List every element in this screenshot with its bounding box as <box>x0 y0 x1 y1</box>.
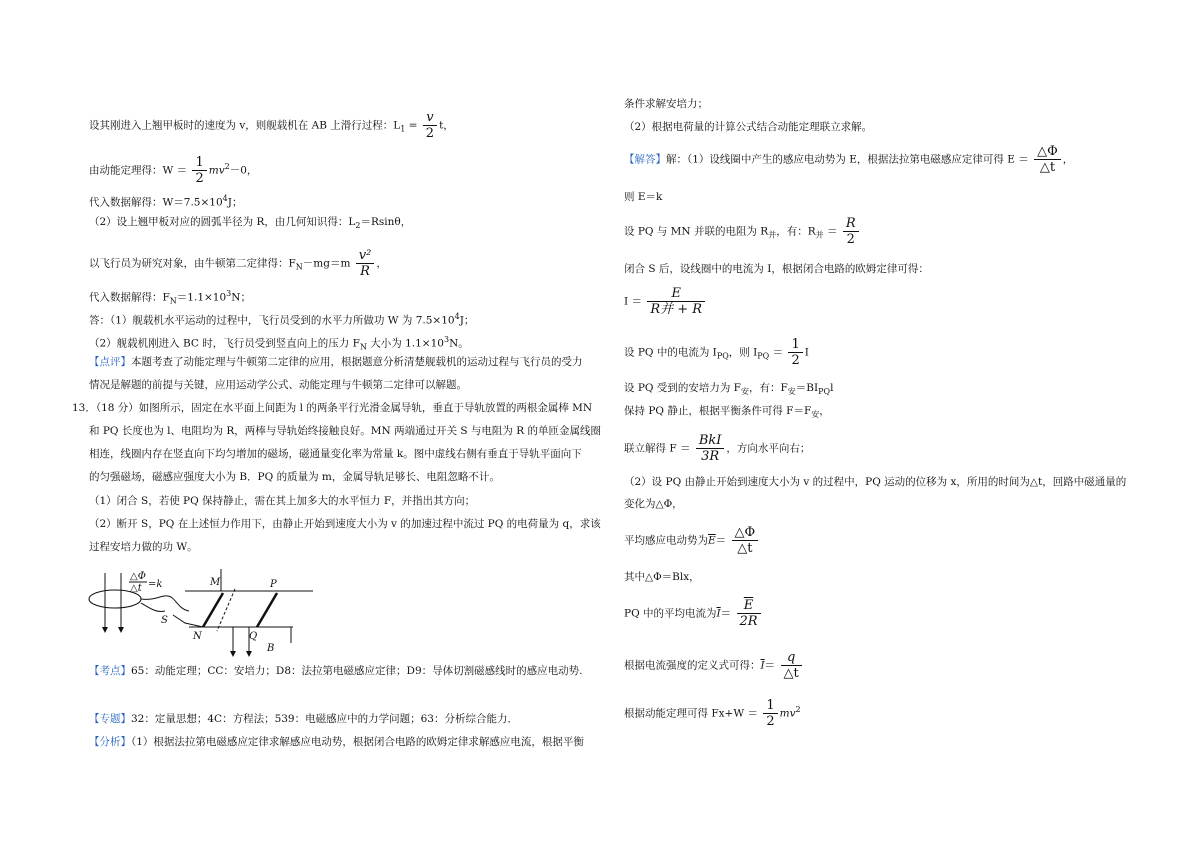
text: （2）设 PQ 由静止开始到速度大小为 v 的过程中，PQ 运动的位移为 x，所用的时间为△t，回路中磁通量的 <box>624 476 1127 488</box>
sub: 2 <box>355 221 361 231</box>
fraction-BkI-over-3R <box>696 433 725 464</box>
mean-current: $\overline{I}$ <box>760 659 765 672</box>
question-13-line-3 <box>89 447 582 461</box>
question-13-line-2 <box>89 424 601 438</box>
question-13-line-5 <box>89 494 475 508</box>
line-l10 <box>89 378 467 392</box>
text: 其中△Φ＝Blx， <box>624 571 700 583</box>
text: ，方向水平向右； <box>726 442 811 455</box>
numerator: △Φ <box>732 525 759 541</box>
fig-label-N: N <box>193 631 202 642</box>
mean-emf: $\overline{E}$ <box>708 534 716 547</box>
text: ，有：F <box>748 382 788 394</box>
line-l03 <box>89 192 242 210</box>
text: I <box>804 346 809 359</box>
numerator: v² <box>356 248 375 264</box>
fig-label-Q: Q <box>249 631 258 642</box>
fig-label-M: M <box>210 577 221 588</box>
text: N； <box>231 291 251 304</box>
question-13-line-1 <box>72 401 592 415</box>
rod-MN <box>203 593 223 627</box>
text: N。 <box>449 337 469 350</box>
fig-flux-num: △Φ <box>130 571 146 582</box>
sup: 4 <box>454 312 460 321</box>
denominator: 2 <box>766 714 775 729</box>
text: 65：动能定理；CC：安培力；D8：法拉第电磁感应定律；D9：导体切割磁感线时的感应电动势. <box>131 665 583 677</box>
text: ， <box>1062 153 1074 166</box>
fraction-half <box>763 698 777 729</box>
sup: 3 <box>226 289 232 298</box>
fig-label-P: P <box>270 579 277 590</box>
text: 条件求解安培力； <box>624 98 708 110</box>
line-r07 <box>624 286 707 317</box>
text: ＝1.1×10 <box>176 291 227 304</box>
text: －0， <box>229 164 258 177</box>
sup: 4 <box>222 194 228 203</box>
text: 32：定量思想；4C：方程法；539：电磁感应中的力学问题；63：分析综合能力． <box>131 713 518 725</box>
jieda-tag: 【解答】 <box>624 153 666 166</box>
field-boundary <box>217 589 235 631</box>
text: mv <box>779 707 796 720</box>
sub: 安 <box>740 387 749 397</box>
denominator: 2R <box>739 614 758 629</box>
arrow-down-icon <box>118 627 124 633</box>
text: 答：（1）舰载机水平运动的过程中，飞行员受到的水平力所做功 W 为 7.5×10 <box>89 314 455 327</box>
wire-switch <box>173 615 203 627</box>
line-r17 <box>624 650 804 681</box>
line-l04 <box>89 215 411 233</box>
text: 13．（18 分）如图所示，固定在水平面上间距为 l 的两条平行光滑金属导轨，垂直于导轨放置的两根金属棒 MN <box>72 402 593 414</box>
text: 代入数据解得：F <box>89 291 170 304</box>
sub: PQ <box>757 351 770 361</box>
text: 联立解得 F ＝ <box>624 442 691 455</box>
fraction-q-over-dt <box>781 650 802 681</box>
text: ，有：R <box>776 225 816 238</box>
line-r13 <box>624 497 683 511</box>
denominator: △t <box>783 666 799 681</box>
line-l09 <box>89 355 583 369</box>
sub: N <box>169 296 177 306</box>
text: 变化为△Φ， <box>624 498 683 510</box>
line-l05 <box>89 248 387 279</box>
line-r08 <box>624 337 809 368</box>
sub: 并 <box>815 230 824 240</box>
text: 以飞行员为研究对象，由牛顿第二定律得：F <box>89 257 296 270</box>
line-l06 <box>89 287 251 309</box>
kaodian-tag: 【考点】 <box>89 665 131 677</box>
text: 解：（1）设线圈中产生的感应电动势为 E，根据法拉第电磁感应定律可得 E ＝ <box>666 153 1029 166</box>
text: PQ 中的平均电流为 <box>624 607 717 620</box>
sup: 3 <box>443 335 450 344</box>
line-l02 <box>89 155 257 186</box>
text: 设 PQ 中的电流为 I <box>624 346 717 359</box>
line-kaodian <box>89 664 582 678</box>
sup: 2 <box>795 705 801 714</box>
fraction-E-over-2R <box>737 598 761 629</box>
denominator: 2 <box>425 126 435 141</box>
text: ＝Rsinθ， <box>360 216 412 228</box>
wire-lower <box>141 603 165 612</box>
arrow-down-icon <box>230 651 236 657</box>
text: （2）设上翘甲板对应的圆弧半径为 R，由几何知识得：L <box>89 216 356 228</box>
text: ＝ <box>720 607 732 620</box>
numerator: △Φ <box>1034 144 1061 160</box>
line-r12 <box>624 475 1126 489</box>
fraction-half <box>788 337 802 368</box>
text: ＝ <box>769 346 784 359</box>
denominator: R <box>360 264 370 279</box>
numerator: 1 <box>192 155 206 171</box>
text: 由动能定理得：W ＝ <box>89 164 188 177</box>
wire-upper <box>141 596 189 611</box>
fraction-v-over-2 <box>423 110 437 141</box>
sub: 并 <box>768 230 777 240</box>
fraction-R-over-2 <box>843 216 859 247</box>
text: t， <box>439 119 454 132</box>
text: 设 PQ 与 MN 并联的电阻为 R <box>624 225 769 238</box>
text: 的匀强磁场，磁感应强度大小为 B．PQ 的质量为 m，金属导轨足够长、电阻忽略不计。 <box>89 471 500 483</box>
text: （2）舰载机刚进入 BC 时，飞行员受到竖直向上的压力 F <box>89 337 360 350</box>
text: 平均感应电动势为 <box>624 534 708 547</box>
denominator: △t <box>737 541 753 556</box>
line-r11 <box>624 433 810 464</box>
arrow-down-icon <box>246 651 252 657</box>
numerator: BkI <box>696 433 725 449</box>
text: （1）闭合 S，若使 PQ 保持静止，需在其上加多大的水平恒力 F，并指出其方向； <box>89 495 476 507</box>
line-l01 <box>89 110 454 141</box>
text: 相连，线圈内存在竖直向下均匀增加的磁场，磁通量变化率为常量 k。图中虚线右侧有垂直于导轨平面向下 <box>89 448 582 460</box>
text: 根据电流强度的定义式可得： <box>624 659 761 672</box>
sub: N <box>359 342 367 352</box>
line-r03 <box>624 144 1073 175</box>
text: 则 E＝k <box>624 191 663 203</box>
line-r18 <box>624 698 801 729</box>
denominator: 3R <box>701 449 720 464</box>
sub: N <box>295 262 303 272</box>
line-fenxi <box>89 735 584 749</box>
sup: 2 <box>224 162 230 171</box>
comment-tag: 【点评】 <box>89 356 131 368</box>
text: ＝ <box>715 534 727 547</box>
zhuanti-tag: 【专题】 <box>89 713 131 725</box>
line-r02 <box>624 120 872 134</box>
numerator: q <box>781 650 802 666</box>
text: J； <box>459 314 475 327</box>
line-r10 <box>624 404 830 422</box>
fraction-dphi-dt <box>732 525 759 556</box>
numerator: 1 <box>788 337 802 353</box>
text: ， <box>819 405 830 417</box>
line-r01 <box>624 97 708 111</box>
text: 过程安培力做的功 W。 <box>89 541 198 553</box>
text: ＝BI <box>795 382 819 394</box>
text: （2）断开 S，PQ 在上述恒力作用下，由静止开始到速度大小为 v 的加速过程中流过 PQ 的电荷量为 q，求该 <box>89 518 601 530</box>
text: mv <box>208 164 225 177</box>
denominator: R并 + R <box>650 302 703 317</box>
text: ＝ <box>823 225 838 238</box>
line-l08 <box>89 333 469 355</box>
denominator: 2 <box>846 232 855 247</box>
question-13-line-4 <box>89 470 500 484</box>
line-r16 <box>624 598 763 629</box>
denominator: 2 <box>195 171 204 186</box>
sub: 1 <box>400 124 406 134</box>
sub: PQ <box>716 351 729 361</box>
text: ＝ <box>764 659 776 672</box>
question-13-line-6 <box>89 517 601 531</box>
text: （1）根据法拉第电磁感应定律求解感应电动势，根据闭合电路的欧姆定律求解感应电流，根据平衡 <box>131 736 584 748</box>
text: I ＝ <box>624 295 642 308</box>
numerator: 1 <box>763 698 777 714</box>
line-l07 <box>89 310 474 328</box>
text: ， <box>376 257 387 270</box>
fraction-E-over-R <box>647 286 705 317</box>
numerator: $\overline{E}$ <box>737 598 761 614</box>
text: J； <box>227 196 243 209</box>
sub: 安 <box>787 387 796 397</box>
text: = <box>405 119 418 132</box>
line-r09 <box>624 381 833 399</box>
fraction-half <box>192 155 206 186</box>
text: 和 PQ 长度也为 l、电阻均为 R，两棒与导轨始终接触良好。MN 两端通过开关 S 与电阻为 R 的单匝金属线圈 <box>89 425 602 437</box>
rod-PQ <box>257 593 277 627</box>
text: 设其刚进入上翘甲板时的速度为 v，则舰载机在 AB 上滑行过程：L <box>89 119 401 132</box>
mean-current: $\overline{I}$ <box>716 607 721 620</box>
fig-flux-den: △t <box>130 583 142 594</box>
text: 代入数据解得：W＝7.5×10 <box>89 196 223 209</box>
line-zhuanti <box>89 712 518 726</box>
sub: 安 <box>811 410 820 420</box>
numerator: R <box>843 216 859 232</box>
fig-label-S: S <box>161 615 168 626</box>
text: 保持 PQ 静止，根据平衡条件可得 F＝F <box>624 405 812 417</box>
fraction-dphi-dt <box>1034 144 1061 175</box>
text: ，则 I <box>728 346 758 359</box>
fig-label-B: B <box>267 643 275 654</box>
text: 闭合 S 后，设线圈中的电流为 I，根据闭合电路的欧姆定律可得： <box>624 263 929 275</box>
line-r15 <box>624 570 700 584</box>
sub: PQ <box>818 387 831 397</box>
line-r05 <box>624 216 861 247</box>
fraction-v2-over-R <box>356 248 375 279</box>
text: （2）根据电荷量的计算公式结合动能定理联立求解。 <box>624 121 873 133</box>
text: 设 PQ 受到的安培力为 F <box>624 382 741 394</box>
fenxi-tag: 【分析】 <box>89 736 131 748</box>
line-r14 <box>624 525 760 556</box>
denominator: △t <box>1039 160 1056 175</box>
circuit-figure <box>85 565 325 660</box>
text: l <box>830 382 834 394</box>
line-r04 <box>624 190 662 204</box>
arrow-down-icon <box>102 627 108 633</box>
text: －mg＝m <box>302 257 351 270</box>
text: 大小为 1.1×10 <box>366 337 444 350</box>
numerator: v <box>423 110 437 126</box>
text: 情况是解题的前提与关键，应用运动学公式、动能定理与牛顿第二定律可以解题。 <box>89 379 467 391</box>
line-r06 <box>624 262 929 276</box>
question-13-line-7 <box>89 540 198 554</box>
text: 根据动能定理可得 Fx+W ＝ <box>624 707 758 720</box>
denominator: 2 <box>791 353 800 368</box>
numerator: E <box>647 286 705 302</box>
text: 本题考查了动能定理与牛顿第二定律的应用，根据题意分析清楚舰载机的运动过程与飞行员的受力 <box>131 356 583 368</box>
fig-k: =k <box>148 579 163 590</box>
